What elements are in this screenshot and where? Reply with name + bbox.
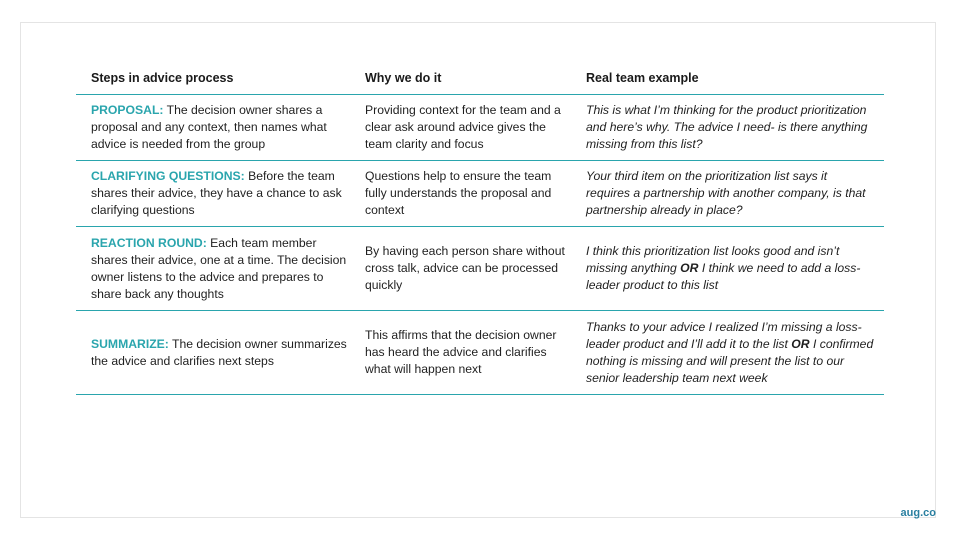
step-text: Each team member shares their advice, one at a time. The decision owner listens to the advice and prepares to share back any thoughts [91, 235, 347, 301]
step-name: SUMMARIZE: [91, 336, 169, 351]
brand-footer: aug.co [900, 507, 936, 519]
example-cell [586, 102, 884, 153]
example-text: I think we need to add a loss-leader product to this list [586, 261, 861, 292]
step-cell [76, 168, 365, 219]
step-text: The decision owner shares a proposal and any context, then names what advice is needed from the group [91, 103, 327, 151]
why-cell: Questions help to ensure the team fully understands the proposal and context [365, 169, 552, 217]
header-steps: Steps in advice process [91, 71, 234, 85]
example-text: I confirmed nothing is missing and will present the list to our senior leadership team next week [586, 336, 874, 385]
example-text: This is what I’m thinking for the product prioritization and here’s why. The advice I need- is there anything missing from this list? [586, 103, 868, 151]
why-cell: Providing context for the team and a clear ask around advice gives the team clarity and focus [365, 103, 561, 151]
example-text: Your third item on the prioritization list says it requires a partnership with another company, is that partnership already in place? [586, 169, 866, 217]
example-text: I think this prioritization list looks good and isn’t missing anything [586, 244, 840, 275]
table-header-row [76, 66, 884, 95]
step-name: CLARIFYING QUESTIONS: [91, 169, 245, 183]
example-or: OR [791, 336, 810, 351]
step-name: REACTION ROUND: [91, 235, 207, 250]
why-cell: By having each person share without cross talk, advice can be processed quickly [365, 244, 565, 292]
example-cell [586, 168, 884, 219]
example-text: Thanks to your advice I realized I’m missing a loss-leader product and I’ll add it to the list [586, 319, 862, 351]
why-cell: This affirms that the decision owner has heard the advice and clarifies what will happen next [365, 328, 557, 376]
table-row-summarize [76, 311, 884, 395]
example-or: OR [680, 261, 699, 275]
example-cell [586, 319, 884, 387]
header-example: Real team example [586, 71, 699, 85]
step-cell [76, 235, 365, 303]
header-why: Why we do it [365, 71, 442, 85]
step-text: The decision owner summarizes the advice and clarifies next steps [91, 336, 347, 368]
step-text: Before the team shares their advice, they have a chance to ask clarifying questions [91, 169, 342, 217]
step-name: PROPOSAL: [91, 103, 164, 117]
step-cell [76, 102, 365, 153]
table-row-proposal [76, 95, 884, 161]
step-cell [76, 336, 365, 370]
advice-process-table [76, 66, 884, 395]
example-cell [586, 243, 884, 294]
table-row-clarifying-questions [76, 161, 884, 227]
table-row-reaction-round [76, 227, 884, 311]
